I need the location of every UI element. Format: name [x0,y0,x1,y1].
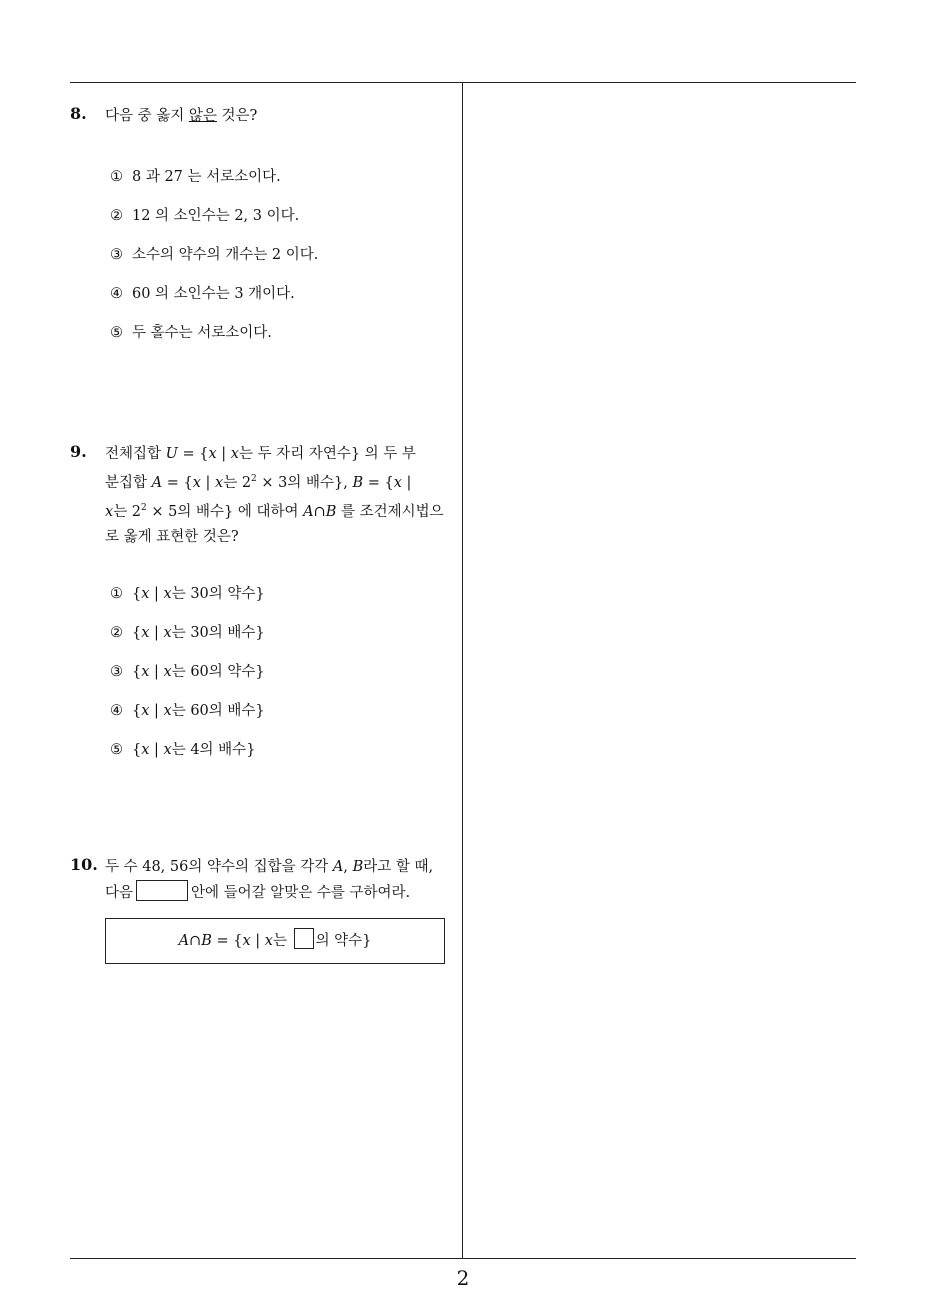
choice-4[interactable] [110,283,458,322]
question-10 [70,855,458,949]
choice-3[interactable]: ③ {x | x는 60의 약수} [110,661,458,700]
question-number: 10. [70,855,98,874]
bottom-rule [70,1258,856,1259]
formula-box: A∩B = {x | x는 의 약수} [105,918,445,964]
choice-text: 소수의 약수의 개수는 2 이다. [132,247,319,263]
stem-text: 것은? [216,108,258,124]
question-number: 9. [70,442,87,461]
formula-blank [294,928,314,949]
choice-2[interactable] [110,205,458,244]
question-stem [105,855,458,906]
stem-line-1: 전체집합 U = {x | x는 두 자리 자연수} 의 두 부 [105,446,416,462]
choice-mark: ② [110,624,123,641]
choice-mark: ③ [110,247,123,263]
choice-text: 8 과 27 는 서로소이다. [132,169,281,185]
stem-text: 다음 중 옳지 [105,108,189,124]
choice-list [110,166,458,361]
choice-mark: ④ [110,702,123,719]
choice-mark: ① [110,169,123,185]
stem-line-4: 로 옳게 표현한 것은? [105,528,239,545]
choice-mark: ③ [110,663,123,680]
column-divider [462,82,463,1258]
choice-5[interactable] [110,322,458,361]
page-number: 2 [456,1266,470,1290]
question-stem [105,104,458,129]
choice-text: 12 의 소인수는 2, 3 이다. [132,208,300,224]
formula-lhs: A∩B [178,933,212,949]
answer-blank [136,880,188,901]
choice-list [110,583,458,778]
question-stem [105,442,458,550]
choice-2[interactable]: ② {x | x는 30의 배수} [110,622,458,661]
stem-line-2: 다음 안에 들어갈 알맞은 수를 구하여라. [105,880,458,906]
choice-mark: ⑤ [110,325,123,341]
question-9 [70,442,458,778]
choice-mark: ④ [110,286,123,302]
question-8 [70,104,458,361]
question-number: 8. [70,104,87,123]
choice-3[interactable] [110,244,458,283]
choice-1[interactable]: ① {x | x는 30의 약수} [110,583,458,622]
choice-text: 두 홀수는 서로소이다. [132,325,272,341]
choice-mark: ① [110,585,123,602]
stem-line-2: 분집합 A = {x | x는 $2^2 \times 3$의 배수}, B = {x | [105,474,412,491]
stem-line-1: 두 수 48, 56의 약수의 집합을 각각 A, B라고 할 때, [105,859,434,875]
choice-mark: ② [110,208,123,224]
choice-5[interactable]: ⑤ {x | x는 4의 배수} [110,739,458,778]
choice-4[interactable]: ④ {x | x는 60의 배수} [110,700,458,739]
choice-text: 60 의 소인수는 3 개이다. [132,286,295,302]
top-rule [70,82,856,83]
choice-mark: ⑤ [110,741,123,758]
stem-underlined: 않은 [188,108,217,124]
choice-1[interactable] [110,166,458,205]
stem-line-3: x는 $2^2 \times 5$의 배수} 에 대하여 A∩B 를 조건제시법으 [105,502,444,520]
